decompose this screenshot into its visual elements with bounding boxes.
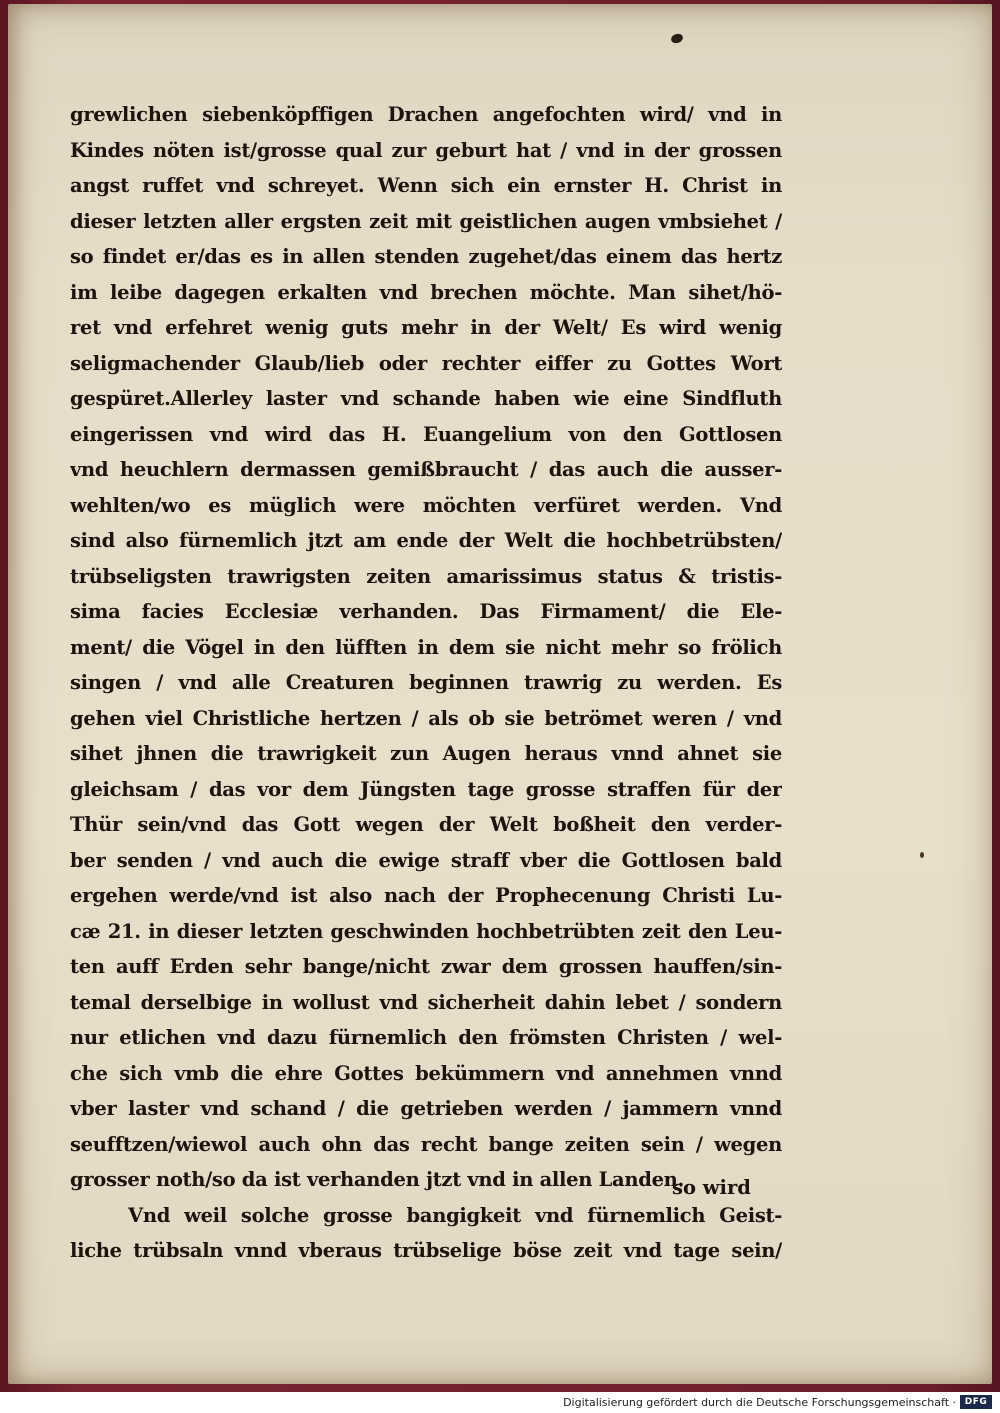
text-line: ment/ die Vögel in den lüfften in dem sie nicht mehr so frölich <box>70 635 782 659</box>
catchword: so wird <box>672 1176 751 1199</box>
dfg-logo: DFG <box>960 1395 992 1409</box>
text-line: nur etlichen vnd dazu fürnemlich den frömsten Christen / wel- <box>70 1026 782 1049</box>
text-line: angst ruffet vnd schreyet. Wenn sich ein ernster H. Christ in <box>70 174 782 197</box>
text-line: gespüret.Allerley laster vnd schande haben wie eine Sindfluth <box>70 387 782 410</box>
text-line: vber laster vnd schand / die getrieben werden / jammern vnnd <box>70 1097 782 1120</box>
text-line: liche trübsaln vnnd vberaus trübselige böse zeit vnd tage sein/ <box>70 1239 782 1262</box>
text-line: seligmachender Glaub/lieb oder rechter eiffer zu Gottes Wort <box>70 351 782 375</box>
text-line: seufftzen/wiewol auch ohn das recht bange zeiten sein / wegen <box>70 1132 782 1156</box>
funding-credit: Digitalisierung gefördert durch die Deutsche Forschungsgemeinschaft · <box>563 1396 956 1409</box>
text-line: sima facies Ecclesiæ verhanden. Das Firmament/ die Ele- <box>70 600 782 623</box>
text-line: gleichsam / das vor dem Jüngsten tage grosse straffen für der <box>70 777 782 801</box>
text-line: Thür sein/vnd das Gott wegen der Welt boßheit den verder- <box>70 813 782 836</box>
text-line: Kindes nöten ist/grosse qual zur geburt hat / vnd in der grossen <box>70 138 782 162</box>
book-page <box>8 4 992 1384</box>
ink-blot <box>670 32 684 44</box>
text-line-paragraph-end: grosser noth/so da ist verhanden jtzt vnd in allen Landen. <box>70 1168 685 1191</box>
text-line: trübseligsten trawrigsten zeiten amarissimus status & tristis- <box>70 564 782 588</box>
paper-speck <box>920 852 924 858</box>
text-line: cæ 21. in dieser letzten geschwinden hochbetrübten zeit den Leu- <box>70 919 782 943</box>
text-line: ret vnd erfehret wenig guts mehr in der Welt/ Es wird wenig <box>70 316 782 339</box>
text-line: temal derselbige in wollust vnd sicherheit dahin lebet / sondern <box>70 990 782 1014</box>
text-line: sind also fürnemlich jtzt am ende der Welt die hochbetrübsten/ <box>70 529 782 552</box>
text-line: so findet er/das es in allen stenden zugehet/das einem das hertz <box>70 245 782 268</box>
text-line: im leibe dagegen erkalten vnd brechen möchte. Man sihet/hö- <box>70 280 782 304</box>
text-line: grewlichen siebenköpffigen Drachen angefochten wird/ vnd in <box>70 103 782 126</box>
text-line: dieser letzten aller ergsten zeit mit geistlichen augen vmbsiehet / <box>70 209 782 233</box>
text-line: che sich vmb die ehre Gottes bekümmern vnd annehmen vnnd <box>70 1061 782 1085</box>
text-line: vnd heuchlern dermassen gemißbraucht / das auch die ausser- <box>70 458 782 481</box>
text-line: gehen viel Christliche hertzen / als ob sie betrömet weren / vnd <box>70 706 782 730</box>
text-line: ten auff Erden sehr bange/nicht zwar dem grossen hauffen/sin- <box>70 955 782 978</box>
text-line: ergehen werde/vnd ist also nach der Prophecenung Christi Lu- <box>70 884 782 907</box>
text-line: wehlten/wo es müglich were möchten verfüret werden. Vnd <box>70 493 782 517</box>
text-line: ber senden / vnd auch die ewige straff vber die Gottlosen bald <box>70 848 782 872</box>
text-line: sihet jhnen die trawrigkeit zun Augen heraus vnnd ahnet sie <box>70 742 782 765</box>
page-text-block <box>70 97 782 1269</box>
text-line: eingerissen vnd wird das H. Euangelium von den Gottlosen <box>70 422 782 446</box>
text-line: singen / vnd alle Creaturen beginnen trawrig zu werden. Es <box>70 671 782 694</box>
text-line-paragraph-start: Vnd weil solche grosse bangigkeit vnd fürnemlich Geist- <box>128 1203 782 1227</box>
